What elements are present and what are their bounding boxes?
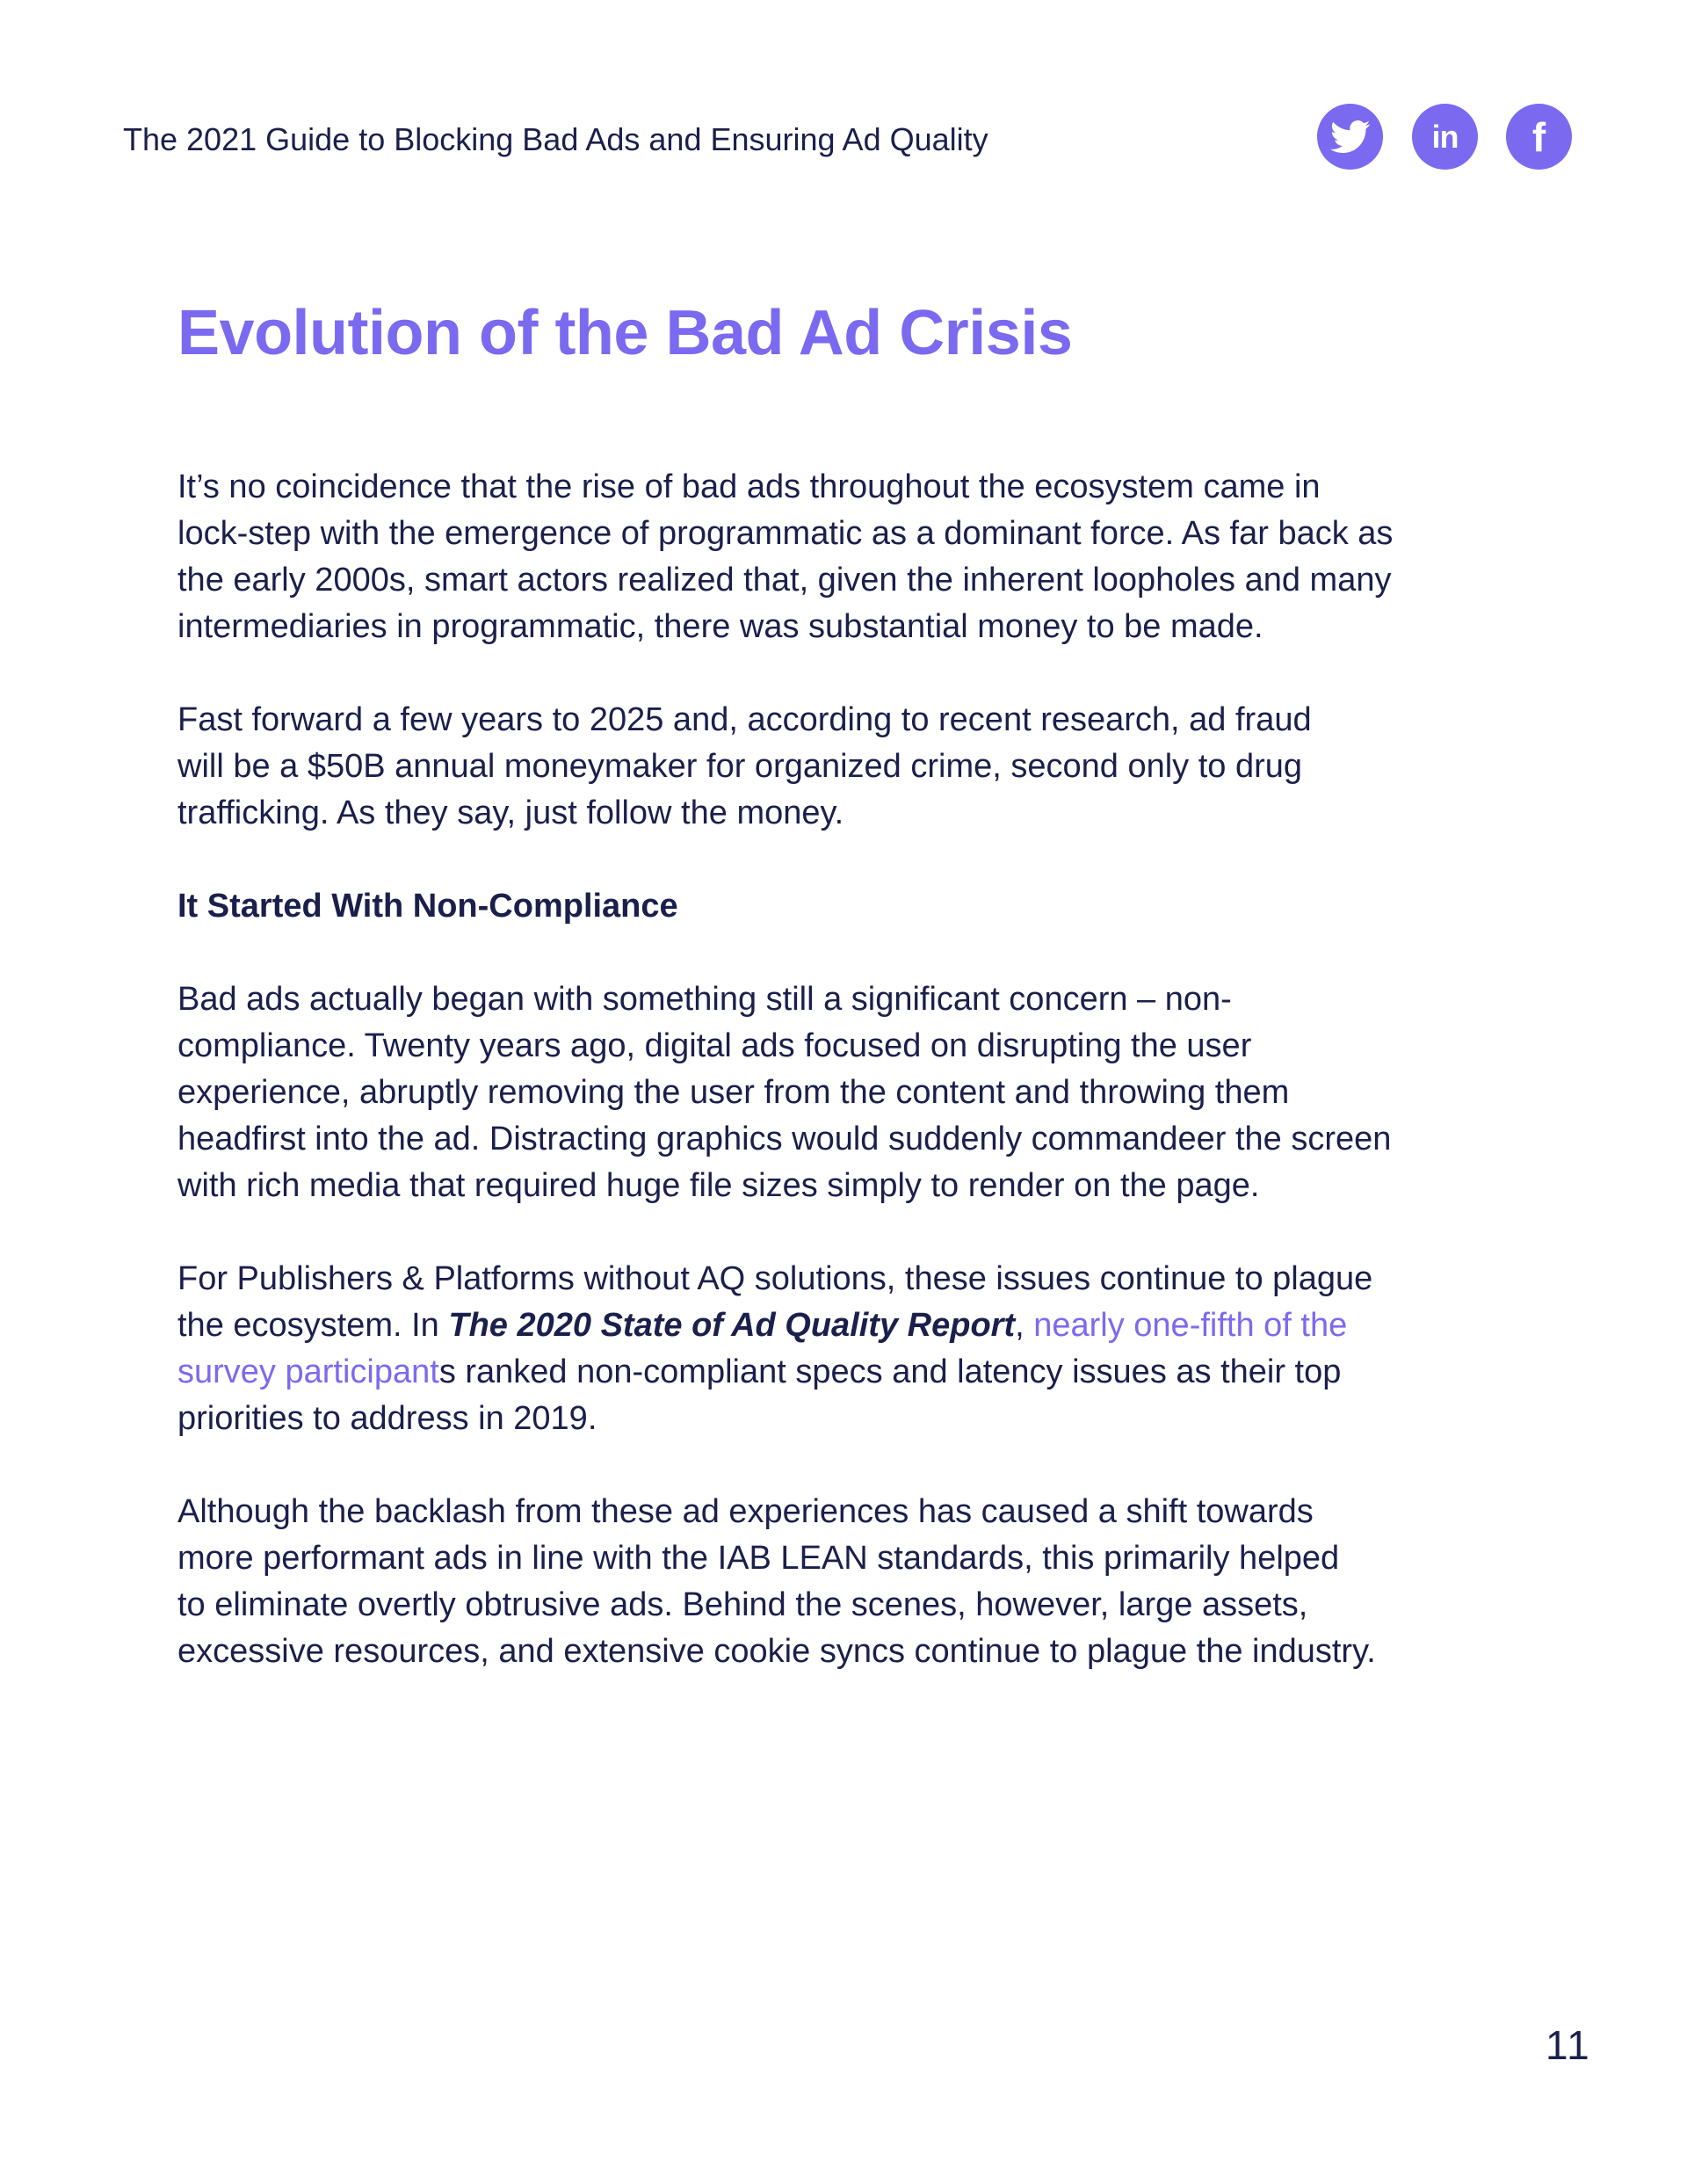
paragraph-2	[177, 697, 1531, 837]
paragraph-line: For Publishers & Platforms without AQ solutions, these issues continue to plague	[177, 1260, 1373, 1297]
paragraph-line: Fast forward a few years to 2025 and, according to recent research, ad fraud	[177, 701, 1312, 738]
document-title: The 2021 Guide to Blocking Bad Ads and Ensuring Ad Quality	[123, 121, 988, 157]
facebook-icon: f	[1531, 113, 1546, 160]
text-fragment: ,	[1015, 1307, 1034, 1344]
twitter-share-button[interactable]	[1317, 104, 1383, 170]
paragraph-line: intermediaries in programmatic, there was substantial money to be made.	[177, 608, 1263, 645]
paragraph-5	[177, 1489, 1531, 1675]
paragraph-line: the early 2000s, smart actors realized that, given the inherent loopholes and many	[177, 562, 1392, 599]
paragraph-line: Bad ads actually began with something still a significant concern – non-	[177, 981, 1232, 1018]
paragraph-line: trafficking. As they say, just follow the money.	[177, 795, 844, 831]
survey-link-continued[interactable]: survey participant	[177, 1353, 439, 1390]
survey-link[interactable]: nearly one-fifth of the	[1033, 1307, 1348, 1344]
paragraph-line: excessive resources, and extensive cookie syncs continue to plague the industry.	[177, 1633, 1376, 1670]
paragraph-line: lock-step with the emergence of programmatic as a dominant force. As far back as	[177, 515, 1394, 552]
paragraph-line	[177, 1302, 1531, 1349]
paragraph-line: It’s no coincidence that the rise of bad ads throughout the ecosystem came in	[177, 468, 1321, 505]
paragraph-line: priorities to address in 2019.	[177, 1400, 597, 1437]
paragraph-line: Although the backlash from these ad experiences has caused a shift towards	[177, 1493, 1314, 1530]
paragraph-4	[177, 1256, 1531, 1442]
paragraph-line: with rich media that required huge file sizes simply to render on the page.	[177, 1167, 1260, 1204]
paragraph-line: will be a $50B annual moneymaker for organized crime, second only to drug	[177, 748, 1303, 785]
text-fragment: the ecosystem. In	[177, 1307, 449, 1344]
paragraph-line: to eliminate overtly obtrusive ads. Behind the scenes, however, large assets,	[177, 1586, 1308, 1623]
paragraph-line: headfirst into the ad. Distracting graphics would suddenly commandeer the screen	[177, 1121, 1392, 1157]
article-body	[177, 464, 1531, 1722]
page-number: 11	[1546, 2022, 1591, 2068]
paragraph-line: more performant ads in line with the IAB LEAN standards, this primarily helped	[177, 1540, 1340, 1577]
page-title: Evolution of the Bad Ad Crisis	[177, 298, 1073, 368]
paragraph-line	[177, 1349, 1531, 1396]
paragraph-3	[177, 976, 1531, 1209]
twitter-bird-icon	[1330, 120, 1371, 155]
linkedin-share-button[interactable]	[1412, 104, 1478, 170]
text-fragment: s ranked non-compliant specs and latency issues as their top	[438, 1353, 1342, 1390]
linkedin-icon: in	[1431, 118, 1459, 155]
paragraph-line: compliance. Twenty years ago, digital ads focused on disrupting the user	[177, 1027, 1252, 1064]
facebook-share-button[interactable]	[1506, 104, 1572, 170]
section-subheading: It Started With Non-Compliance	[177, 888, 678, 925]
paragraph-1	[177, 464, 1531, 650]
report-title: The 2020 State of Ad Quality Report	[448, 1307, 1016, 1344]
paragraph-line: experience, abruptly removing the user from the content and throwing them	[177, 1074, 1290, 1111]
